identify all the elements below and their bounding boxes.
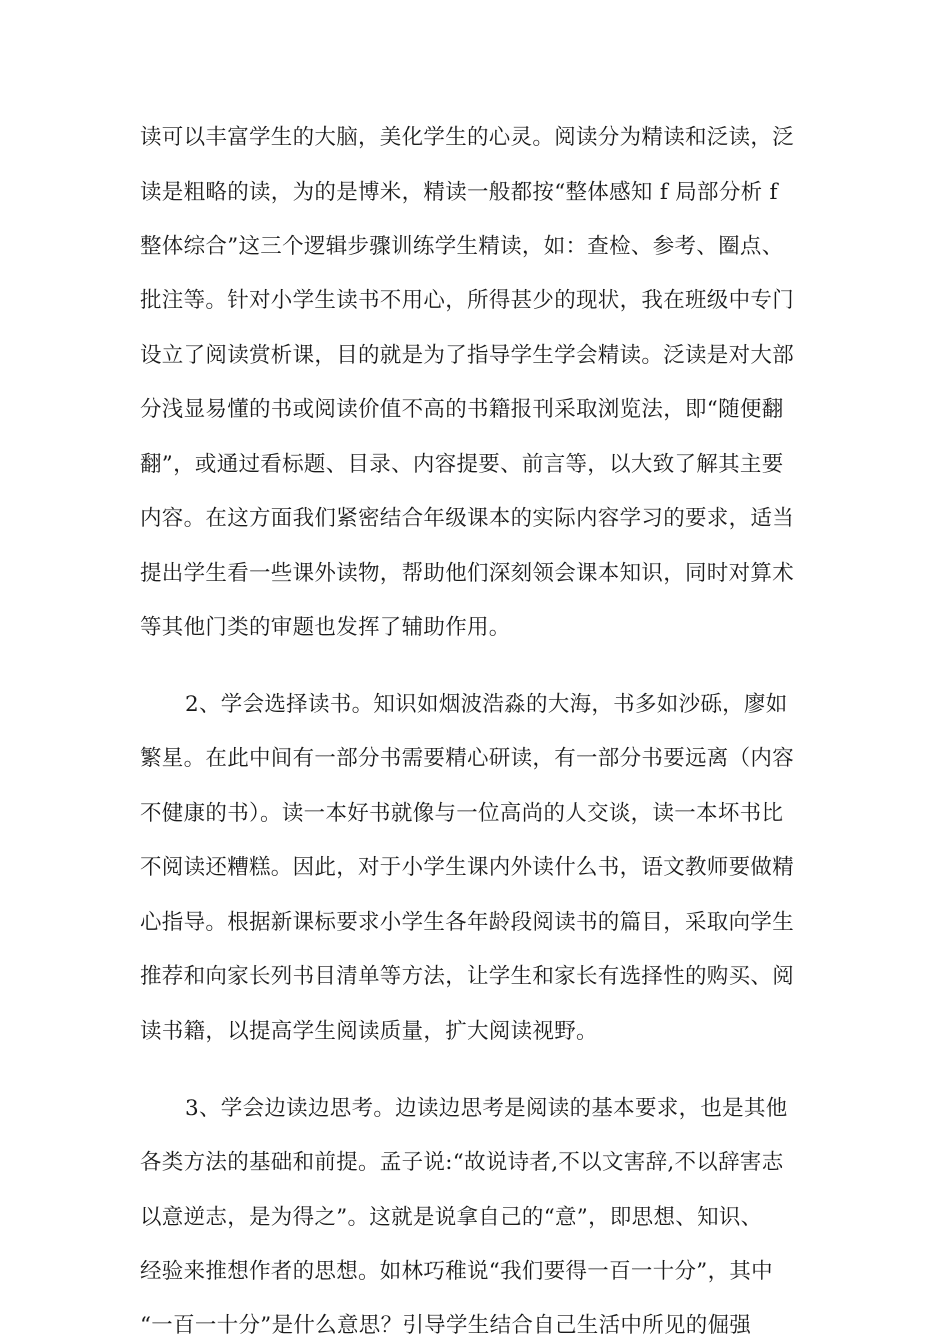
text-line: 读可以丰富学生的大脑，美化学生的心灵。阅读分为精读和泛读，泛: [140, 125, 795, 150]
text-line: 读书籍，以提高学生阅读质量，扩大阅读视野。: [140, 1019, 598, 1044]
paragraph-3-first-line: 3、学会边读边思考。边读边思考是阅读的基本要求，也是其他: [185, 1096, 788, 1121]
text-line: 心指导。根据新课标要求小学生各年龄段阅读书的篇目，采取向学生: [140, 910, 795, 935]
text-line: 等其他门类的审题也发挥了辅助作用。: [140, 615, 511, 640]
text-line: “一百一十分”是什么意思？引导学生结合自己生活中所见的倔强: [140, 1313, 752, 1338]
text-line: 提出学生看一些课外读物，帮助他们深刻领会课本知识，同时对算术: [140, 561, 795, 586]
text-line: 读是粗略的读，为的是博米，精读一般都按“整体感知 f 局部分析 f: [140, 180, 778, 205]
text-line: 批注等。针对小学生读书不用心，所得甚少的现状，我在班级中专门: [140, 288, 795, 313]
text-line: 分浅显易懂的书或阅读价值不高的书籍报刊采取浏览法，即“随便翻: [140, 397, 784, 422]
text-line: 整体综合”这三个逻辑步骤训练学生精读，如：查检、参考、圈点、: [140, 234, 784, 259]
text-line: 繁星。在此中间有一部分书需要精心研读，有一部分书要远离（内容: [140, 746, 795, 771]
text-line: 不健康的书）。读一本好书就像与一位高尚的人交谈，读一本坏书比: [140, 801, 784, 826]
text-line: 各类方法的基础和前提。孟子说:“故说诗者,不以文害辞,不以辞害志: [140, 1150, 784, 1175]
text-line: 以意逆志，是为得之”。这就是说拿自己的“意”，即思想、知识、: [140, 1205, 763, 1230]
text-line: 推荐和向家长列书目清单等方法，让学生和家长有选择性的购买、阅: [140, 964, 795, 989]
text-line: 内容。在这方面我们紧密结合年级课本的实际内容学习的要求，适当: [140, 506, 795, 531]
paragraph-2-first-line: 2、学会选择读书。知识如烟波浩淼的大海，书多如沙砾，廖如: [185, 692, 788, 717]
text-line: 翻”，或通过看标题、目录、内容提要、前言等，以大致了解其主要: [140, 452, 784, 477]
text-line: 经验来推想作者的思想。如林巧稚说“我们要得一百一十分”，其中: [140, 1259, 773, 1284]
text-line: 设立了阅读赏析课，目的就是为了指导学生学会精读。泛读是对大部: [140, 343, 795, 368]
text-line: 不阅读还糟糕。因此，对于小学生课内外读什么书，语文教师要做精: [140, 855, 795, 880]
